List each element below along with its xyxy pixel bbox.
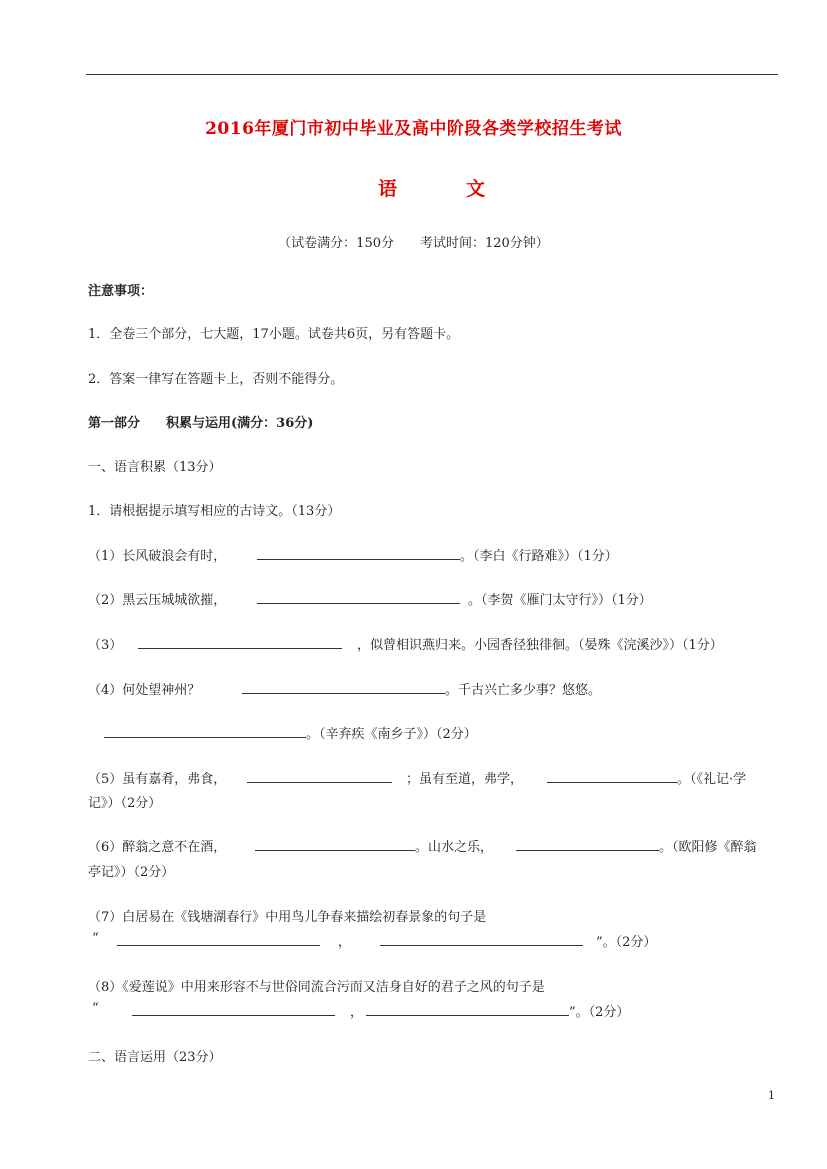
exam-title: 2016年厦门市初中毕业及高中阶段各类学校招生考试 [205,119,622,139]
q1-7-prompt: （7）白居易在《钱塘湖春行》中用鸟儿争春来描绘初春景象的句子是 [88,910,487,925]
section-1-heading: 一、语言积累（13分） [88,460,222,475]
q1-6-prompt: （6）醉翁之意不在酒， [88,840,227,855]
q1-5-source: 。（《礼记·学 [677,772,747,787]
q1-3-answer-blank[interactable] [138,634,342,649]
subject-char-2: 文 [466,178,486,200]
q1-6-middle: 。山水之乐， [415,840,494,855]
q1-1-source: 。（李白《行路难》）（1分） [460,549,618,564]
q1-7-answer-blank-2[interactable] [380,931,583,946]
q1-4-prompt: （4）何处望神州？ [88,683,201,698]
q1-5-answer-blank-1[interactable] [247,768,392,783]
q1-3-prompt: （3） [88,638,123,653]
header-rule [86,74,778,75]
q1-1-answer-blank[interactable] [257,545,460,560]
q1-6-source: 。（欧阳修《醉翁 [659,840,757,855]
part-1-heading: 第一部分 积累与运用(满分：36分) [88,416,314,431]
q1-8-comma: ， [350,1005,364,1020]
q1-8-prompt: （8）《爱莲说》中用来形容不与世俗同流合污而又洁身自好的君子之风的句子是 [88,980,545,995]
q1-2-prompt: （2）黑云压城城欲摧， [88,593,227,608]
subject-char-1: 语 [378,178,398,200]
q1-8-answer-blank-2[interactable] [366,1001,569,1016]
q1-1-prompt: （1）长风破浪会有时， [88,549,227,564]
q1-4-source: 。（辛弃疾《南乡子》）（2分） [306,727,477,742]
q1-5-middle: ；虽有至道，弗学， [406,772,524,787]
q1-5-answer-blank-2[interactable] [547,768,677,783]
q1-2-source: 。（李贺《雁门太守行》）（1分） [468,593,652,608]
note-item-2: 2．答案一律写在答题卡上，否则不能得分。 [88,372,344,387]
note-item-1: 1．全卷三个部分，七大题，17小题。试卷共6页，另有答题卡。 [88,327,460,342]
q1-6-answer-blank-2[interactable] [516,836,659,851]
q1-5-source-cont: 记》）（2分） [88,796,162,811]
q1-4-answer-blank-2[interactable] [104,723,306,738]
q1-8-answer-blank-1[interactable] [132,1001,335,1016]
q1-7-comma: ， [338,935,352,950]
q1-5-prompt: （5）虽有嘉肴，弗食， [88,772,227,787]
q1-2-answer-blank[interactable] [257,589,460,604]
q1-6-source-cont: 亭记》）（2分） [88,865,175,880]
q1-7-answer-blank-1[interactable] [117,931,320,946]
q1-8-open-quote: “ [92,1001,99,1016]
exam-info: （试卷满分：150分 考试时间：120分钟） [278,236,549,251]
q1-4-middle: 。千古兴亡多少事？悠悠。 [445,683,602,698]
page-number: 1 [768,1089,775,1102]
notes-heading: 注意事项： [88,284,154,299]
q1-4-answer-blank-1[interactable] [242,679,445,694]
section-2-heading: 二、语言运用（23分） [88,1050,222,1065]
q1-8-close: ”。（2分） [569,1005,630,1020]
q1-3-source: ，似曾相识燕归来。小园香径独徘徊。（晏殊《浣溪沙》）（1分） [357,638,723,653]
q1-6-answer-blank-1[interactable] [255,836,415,851]
question-1: 1．请根据提示填写相应的古诗文。（13分） [88,504,341,519]
q1-7-open-quote: “ [92,931,99,946]
q1-7-close: ”。（2分） [596,935,657,950]
